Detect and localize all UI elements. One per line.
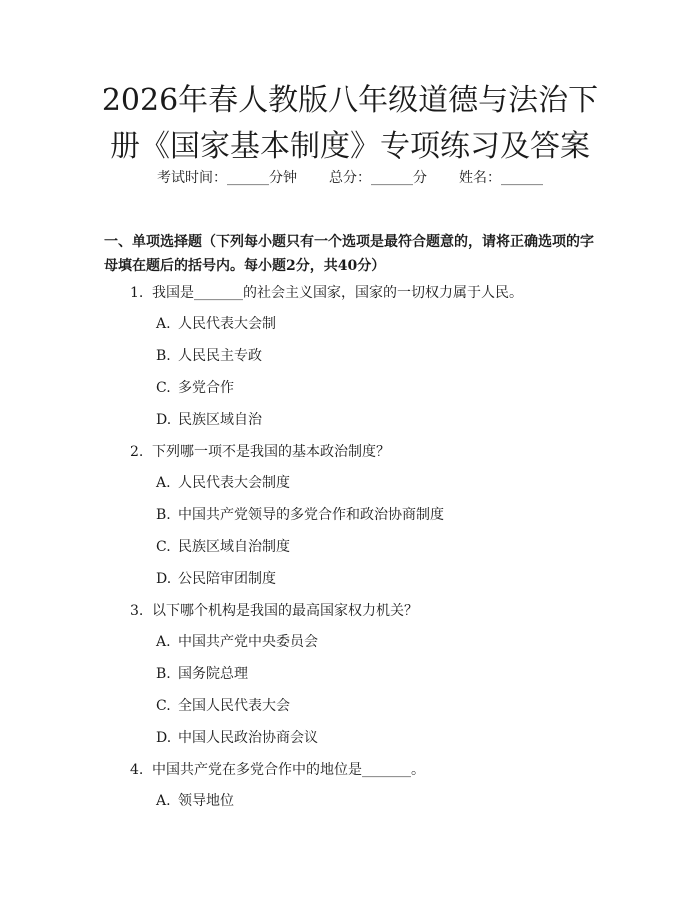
question-4-option-a	[156, 791, 234, 811]
section-title: 一、单项选择题（下列每小题只有一个选项是最符合题意的，请将正确选项的字母填在题后的括号内。每小题2分，共40分）	[104, 234, 594, 274]
question-3	[130, 601, 418, 621]
question-text: 下列哪一项不是我国的基本政治制度？	[152, 444, 390, 460]
question-text: 中国共产党在多党合作中的地位是_______。	[152, 762, 425, 778]
question-1	[130, 283, 523, 303]
option-text: 民族区域自治	[178, 412, 262, 428]
option-text: 民族区域自治制度	[178, 539, 290, 555]
exam-score: 总分：______分	[329, 170, 427, 186]
question-3-option-c	[156, 696, 290, 716]
option-label: B.	[156, 348, 171, 364]
question-2-option-d	[156, 569, 276, 589]
exam-info	[0, 168, 700, 188]
document-title: 2026年春人教版八年级道德与法治下册《国家基本制度》专项练习及答案	[101, 83, 599, 164]
option-text: 中国人民政治协商会议	[178, 730, 318, 746]
question-3-option-b	[156, 664, 248, 684]
question-1-option-b	[156, 346, 262, 366]
option-label: D.	[156, 730, 172, 746]
exam-name: 姓名：______	[459, 170, 543, 186]
question-text: 以下哪个机构是我国的最高国家权力机关？	[152, 603, 418, 619]
option-text: 中国共产党领导的多党合作和政治协商制度	[178, 507, 444, 523]
option-label: A.	[156, 793, 171, 809]
question-3-option-a	[156, 632, 318, 652]
option-text: 领导地位	[178, 793, 234, 809]
question-2-option-b	[156, 505, 444, 525]
option-label: A.	[156, 316, 171, 332]
option-label: D.	[156, 571, 172, 587]
question-2-option-a	[156, 473, 290, 493]
question-4	[130, 760, 425, 780]
question-number: 4.	[130, 762, 144, 778]
option-label: A.	[156, 475, 171, 491]
option-text: 多党合作	[178, 380, 234, 396]
question-number: 2.	[130, 444, 144, 460]
question-1-option-a	[156, 314, 276, 334]
option-text: 中国共产党中央委员会	[178, 634, 318, 650]
option-label: A.	[156, 634, 171, 650]
option-label: C.	[156, 698, 171, 714]
option-label: C.	[156, 380, 171, 396]
question-1-option-d	[156, 410, 262, 430]
option-text: 公民陪审团制度	[178, 571, 276, 587]
option-label: C.	[156, 539, 171, 555]
question-3-option-d	[156, 728, 318, 748]
option-text: 人民民主专政	[178, 348, 262, 364]
option-text: 国务院总理	[178, 666, 248, 682]
question-2	[130, 442, 390, 462]
option-label: B.	[156, 666, 171, 682]
question-1-option-c	[156, 378, 234, 398]
question-number: 1.	[130, 285, 144, 301]
question-text: 我国是_______的社会主义国家，国家的一切权力属于人民。	[152, 285, 523, 301]
option-text: 全国人民代表大会	[178, 698, 290, 714]
exam-time: 考试时间：______分钟	[157, 170, 297, 186]
question-2-option-c	[156, 537, 290, 557]
option-text: 人民代表大会制	[178, 316, 276, 332]
option-label: D.	[156, 412, 172, 428]
option-text: 人民代表大会制度	[178, 475, 290, 491]
option-label: B.	[156, 507, 171, 523]
question-number: 3.	[130, 603, 144, 619]
